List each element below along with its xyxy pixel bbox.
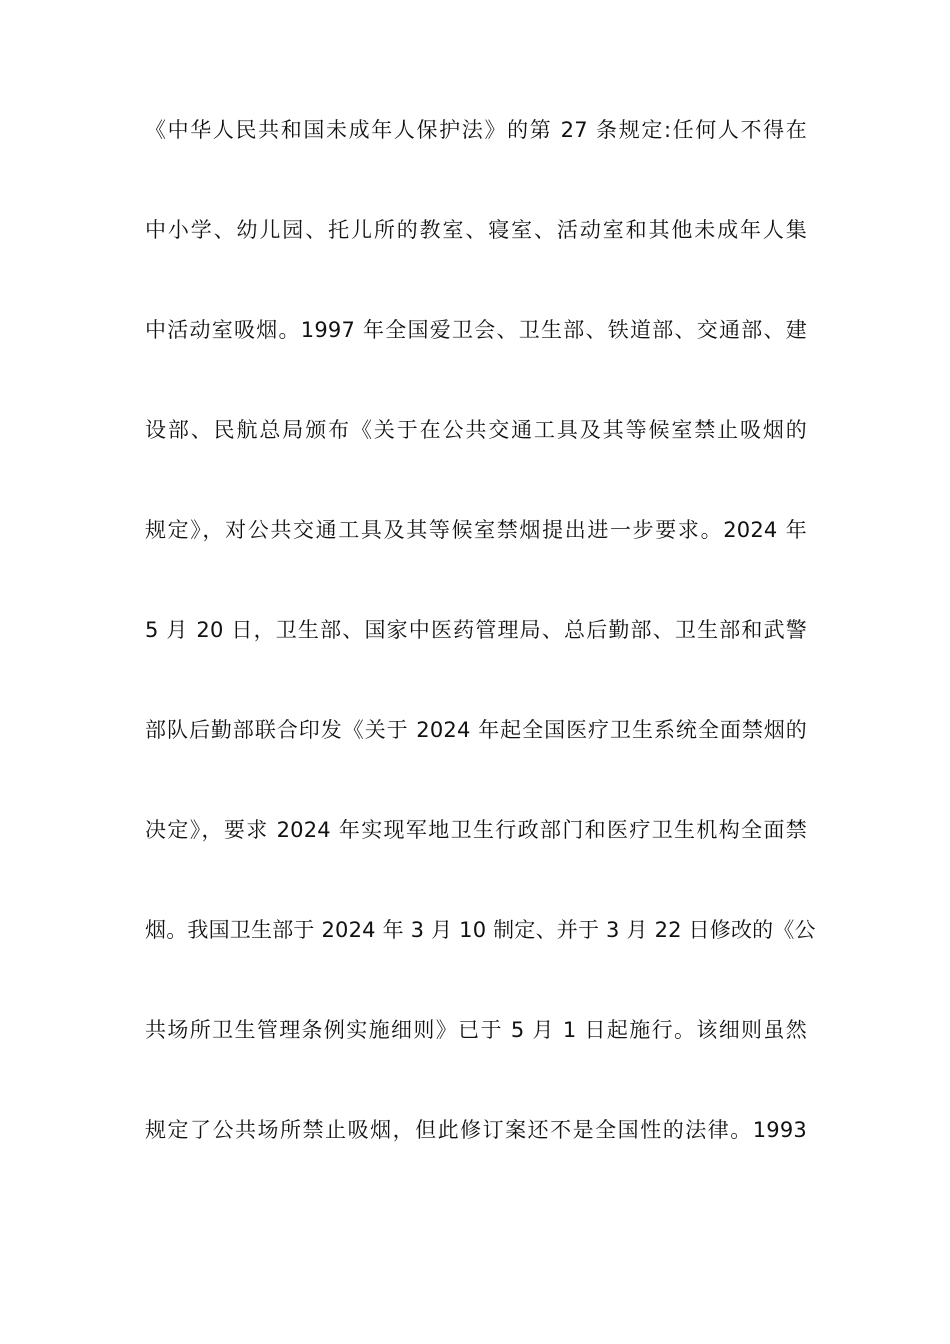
text-line-content: 共场所卫生管理条例实施细则》已于 5 月 1 日起施行。该细则虽然: [145, 1018, 807, 1042]
text-line-content: 部队后勤部联合印发《关于 2024 年起全国医疗卫生系统全面禁烟的: [145, 718, 807, 742]
text-line-content: 中小学、幼儿园、托儿所的教室、寝室、活动室和其他未成年人集: [145, 218, 807, 242]
text-line-content: 规定》，对公共交通工具及其等候室禁烟提出进一步要求。2024 年: [145, 518, 807, 542]
text-line-content: 规定了公共场所禁止吸烟，但此修订案还不是全国性的法律。1993: [145, 1118, 807, 1142]
text-line-content: 烟。我国卫生部于 2024 年 3 月 10 制定、并于 3 月 22 日修改的《公: [145, 918, 816, 942]
text-line-content: 设部、民航总局颁布《关于在公共交通工具及其等候室禁止吸烟的: [145, 418, 807, 442]
text-line-content: 中活动室吸烟。1997 年全国爱卫会、卫生部、铁道部、交通部、建: [145, 318, 807, 342]
text-line: [145, 1118, 807, 1230]
text-line-content: 《中华人民共和国未成年人保护法》的第 27 条规定:任何人不得在: [145, 118, 807, 142]
text-line-content: 决定》，要求 2024 年实现军地卫生行政部门和医疗卫生机构全面禁: [145, 818, 807, 842]
body-paragraph: [145, 118, 816, 1230]
text-line-content: 5 月 20 日，卫生部、国家中医药管理局、总后勤部、卫生部和武警: [145, 618, 807, 642]
